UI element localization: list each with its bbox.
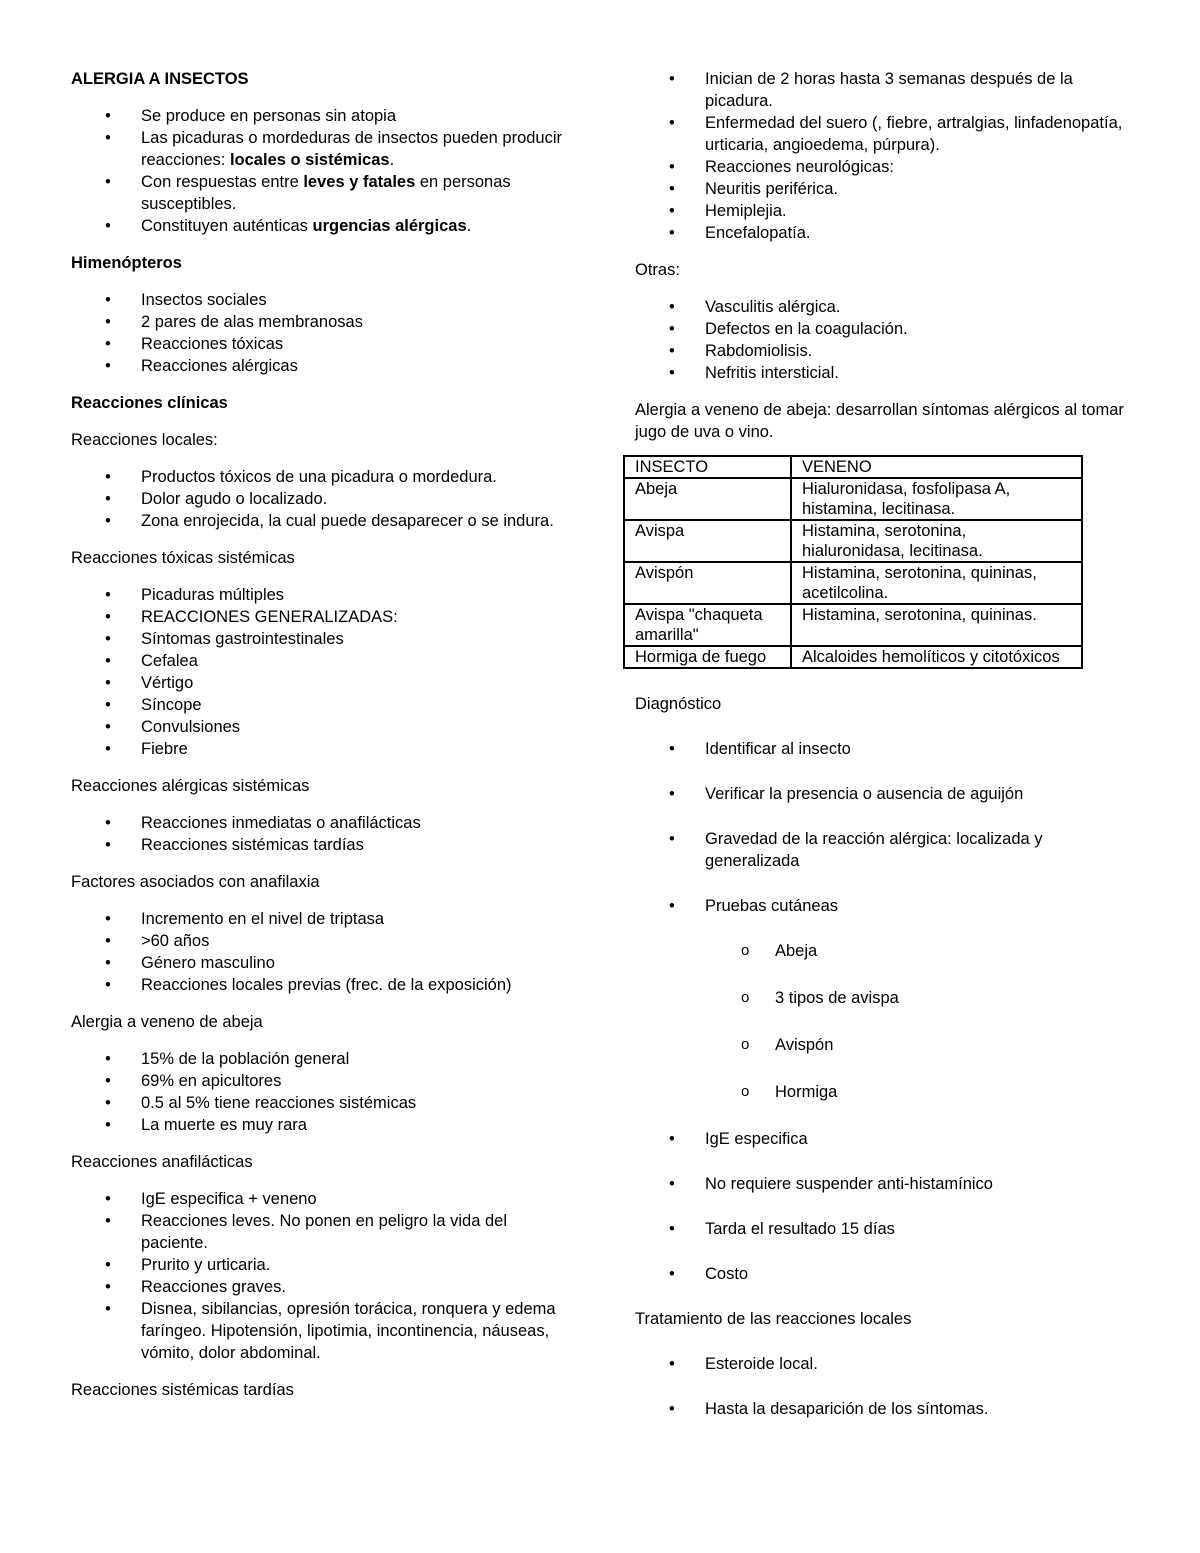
uva-note: Alergia a veneno de abeja: desarrollan síntomas alérgicos al tomar jugo de uva o vino. [635, 401, 1124, 441]
toxicas-list [71, 584, 571, 760]
list-item: • Identificar al insecto [635, 738, 1135, 760]
left-column [71, 68, 571, 1416]
right-column [635, 68, 1135, 1443]
list-item: • Prurito y urticaria. [71, 1254, 571, 1276]
alergicas-list [71, 812, 571, 856]
bold-text: urgencias alérgicas [312, 217, 467, 235]
section-heading-himenopteros: Himenópteros [71, 254, 182, 272]
list-item: • Inician de 2 horas hasta 3 semanas después de la picadura. [635, 68, 1135, 112]
list-item: • Hemiplejia. [635, 200, 1135, 222]
table-cell: Histamina, serotonina, hialuronidasa, lecitinasa. [791, 520, 1082, 562]
list-item: • Se produce en personas sin atopia [71, 105, 571, 127]
bold-text: leves y fatales [303, 173, 416, 191]
list-item: • Encefalopatía. [635, 222, 1135, 244]
subsection-label: Factores asociados con anafilaxia [71, 873, 320, 891]
list-item: • Costo [635, 1263, 1135, 1285]
subsection-label: Tratamiento de las reacciones locales [635, 1310, 912, 1328]
list-item: • 15% de la población general [71, 1048, 571, 1070]
list-item: • Verificar la presencia o ausencia de aguijón [635, 783, 1135, 805]
table-cell: Histamina, serotonina, quininas. [791, 604, 1082, 646]
list-item: • Neuritis periférica. [635, 178, 1135, 200]
list-item: • 2 pares de alas membranosas [71, 311, 571, 333]
list-item: • REACCIONES GENERALIZADAS: [71, 606, 571, 628]
list-item: • Convulsiones [71, 716, 571, 738]
table-header-cell: INSECTO [624, 456, 791, 478]
pruebas-sublist [635, 940, 1135, 1103]
list-item: • >60 años [71, 930, 571, 952]
list-item: • Reacciones inmediatas o anafilácticas [71, 812, 571, 834]
table-cell: Abeja [624, 478, 791, 520]
sub-list-item: o Avispón [635, 1034, 1135, 1056]
table-cell: Avispa [624, 520, 791, 562]
text-run: Constituyen auténticas [141, 217, 313, 235]
list-item: • Género masculino [71, 952, 571, 974]
list-item: • 69% en apicultores [71, 1070, 571, 1092]
table-row [624, 562, 1082, 604]
list-item [71, 171, 571, 215]
list-item: • Síncope [71, 694, 571, 716]
list-item: • Cefalea [71, 650, 571, 672]
himenopteros-list [71, 289, 571, 377]
list-item: • Enfermedad del suero (, fiebre, artralgias, linfadenopatía, urticaria, angioedema, púrpura). [635, 112, 1135, 156]
diagnostico-list-continued [635, 1128, 1135, 1285]
list-item: • Síntomas gastrointestinales [71, 628, 571, 650]
list-item: • Vértigo [71, 672, 571, 694]
list-item: • 0.5 al 5% tiene reacciones sistémicas [71, 1092, 571, 1114]
list-item: • Gravedad de la reacción alérgica: localizada y generalizada [635, 828, 1135, 872]
list-item: • Rabdomiolisis. [635, 340, 1135, 362]
list-item: • Disnea, sibilancias, opresión torácica, ronquera y edema faríngeo. Hipotensión, lipotimia, incontinencia, náuseas, vómito, dolor abdominal. [71, 1298, 571, 1364]
list-item: • Pruebas cutáneas [635, 895, 1135, 917]
list-item: • Incremento en el nivel de triptasa [71, 908, 571, 930]
diagnostico-list [635, 738, 1135, 917]
section-heading-reacciones-clinicas: Reacciones clínicas [71, 394, 228, 412]
subsection-label: Reacciones locales: [71, 431, 218, 449]
anafilacticas-list [71, 1188, 571, 1364]
table-header-cell: VENENO [791, 456, 1082, 478]
subsection-label: Alergia a veneno de abeja [71, 1013, 263, 1031]
list-item: • La muerte es muy rara [71, 1114, 571, 1136]
table-header-row [624, 456, 1082, 478]
subsection-label: Reacciones alérgicas sistémicas [71, 777, 310, 795]
otras-list [635, 296, 1135, 384]
list-item: • Reacciones graves. [71, 1276, 571, 1298]
text-run: . [389, 151, 395, 169]
table-cell: Avispón [624, 562, 791, 604]
factores-list [71, 908, 571, 996]
list-item: • Reacciones tóxicas [71, 333, 571, 355]
list-item: • Zona enrojecida, la cual puede desaparecer o se indura. [71, 510, 571, 532]
list-item: • Dolor agudo o localizado. [71, 488, 571, 510]
sub-list-item: o Hormiga [635, 1081, 1135, 1103]
bold-text: locales o sistémicas [229, 151, 390, 169]
list-item: • Defectos en la coagulación. [635, 318, 1135, 340]
list-item [71, 215, 571, 237]
tratamiento-list [635, 1353, 1135, 1420]
list-item: • No requiere suspender anti-histamínico [635, 1173, 1135, 1195]
subsection-label: Reacciones anafilácticas [71, 1153, 253, 1171]
list-item: • IgE especifica [635, 1128, 1135, 1150]
table-row [624, 646, 1082, 668]
sub-list-item: o 3 tipos de avispa [635, 987, 1135, 1009]
venom-table [623, 455, 1083, 669]
table-row [624, 604, 1082, 646]
list-item: • Hasta la desaparición de los síntomas. [635, 1398, 1135, 1420]
list-item: • Productos tóxicos de una picadura o mordedura. [71, 466, 571, 488]
veneno-abeja-list [71, 1048, 571, 1136]
text-run: Las picaduras o mordeduras de insectos pueden producir reacciones: [141, 129, 563, 169]
table-row [624, 478, 1082, 520]
list-item: • Tarda el resultado 15 días [635, 1218, 1135, 1240]
list-item: • Fiebre [71, 738, 571, 760]
tardias-list [635, 68, 1135, 244]
list-item: • Reacciones sistémicas tardías [71, 834, 571, 856]
text-run: en personas susceptibles. [141, 173, 511, 213]
document-title: ALERGIA A INSECTOS [71, 70, 249, 88]
subsection-label: Otras: [635, 261, 680, 279]
list-item: • Esteroide local. [635, 1353, 1135, 1375]
list-item: • Reacciones leves. No ponen en peligro la vida del paciente. [71, 1210, 571, 1254]
text-run: Con respuestas entre [141, 173, 304, 191]
table-cell: Alcaloides hemolíticos y citotóxicos [791, 646, 1082, 668]
list-item: • IgE especifica + veneno [71, 1188, 571, 1210]
table-cell: Histamina, serotonina, quininas, acetilcolina. [791, 562, 1082, 604]
list-item: • Picaduras múltiples [71, 584, 571, 606]
list-item: • Vasculitis alérgica. [635, 296, 1135, 318]
list-item [71, 127, 571, 171]
subsection-label: Reacciones tóxicas sistémicas [71, 549, 295, 567]
list-item: • Reacciones alérgicas [71, 355, 571, 377]
list-item: • Reacciones locales previas (frec. de la exposición) [71, 974, 571, 996]
list-item: • Reacciones neurológicas: [635, 156, 1135, 178]
list-item: • Insectos sociales [71, 289, 571, 311]
table-cell: Hormiga de fuego [624, 646, 791, 668]
text-run: . [466, 217, 472, 235]
locales-list [71, 466, 571, 532]
intro-list [71, 105, 571, 237]
table-cell: Avispa "chaqueta amarilla" [624, 604, 791, 646]
table-cell: Hialuronidasa, fosfolipasa A, histamina, lecitinasa. [791, 478, 1082, 520]
sub-list-item: o Abeja [635, 940, 1135, 962]
subsection-label: Diagnóstico [635, 695, 722, 713]
table-row [624, 520, 1082, 562]
list-item: • Nefritis intersticial. [635, 362, 1135, 384]
subsection-label: Reacciones sistémicas tardías [71, 1381, 294, 1399]
